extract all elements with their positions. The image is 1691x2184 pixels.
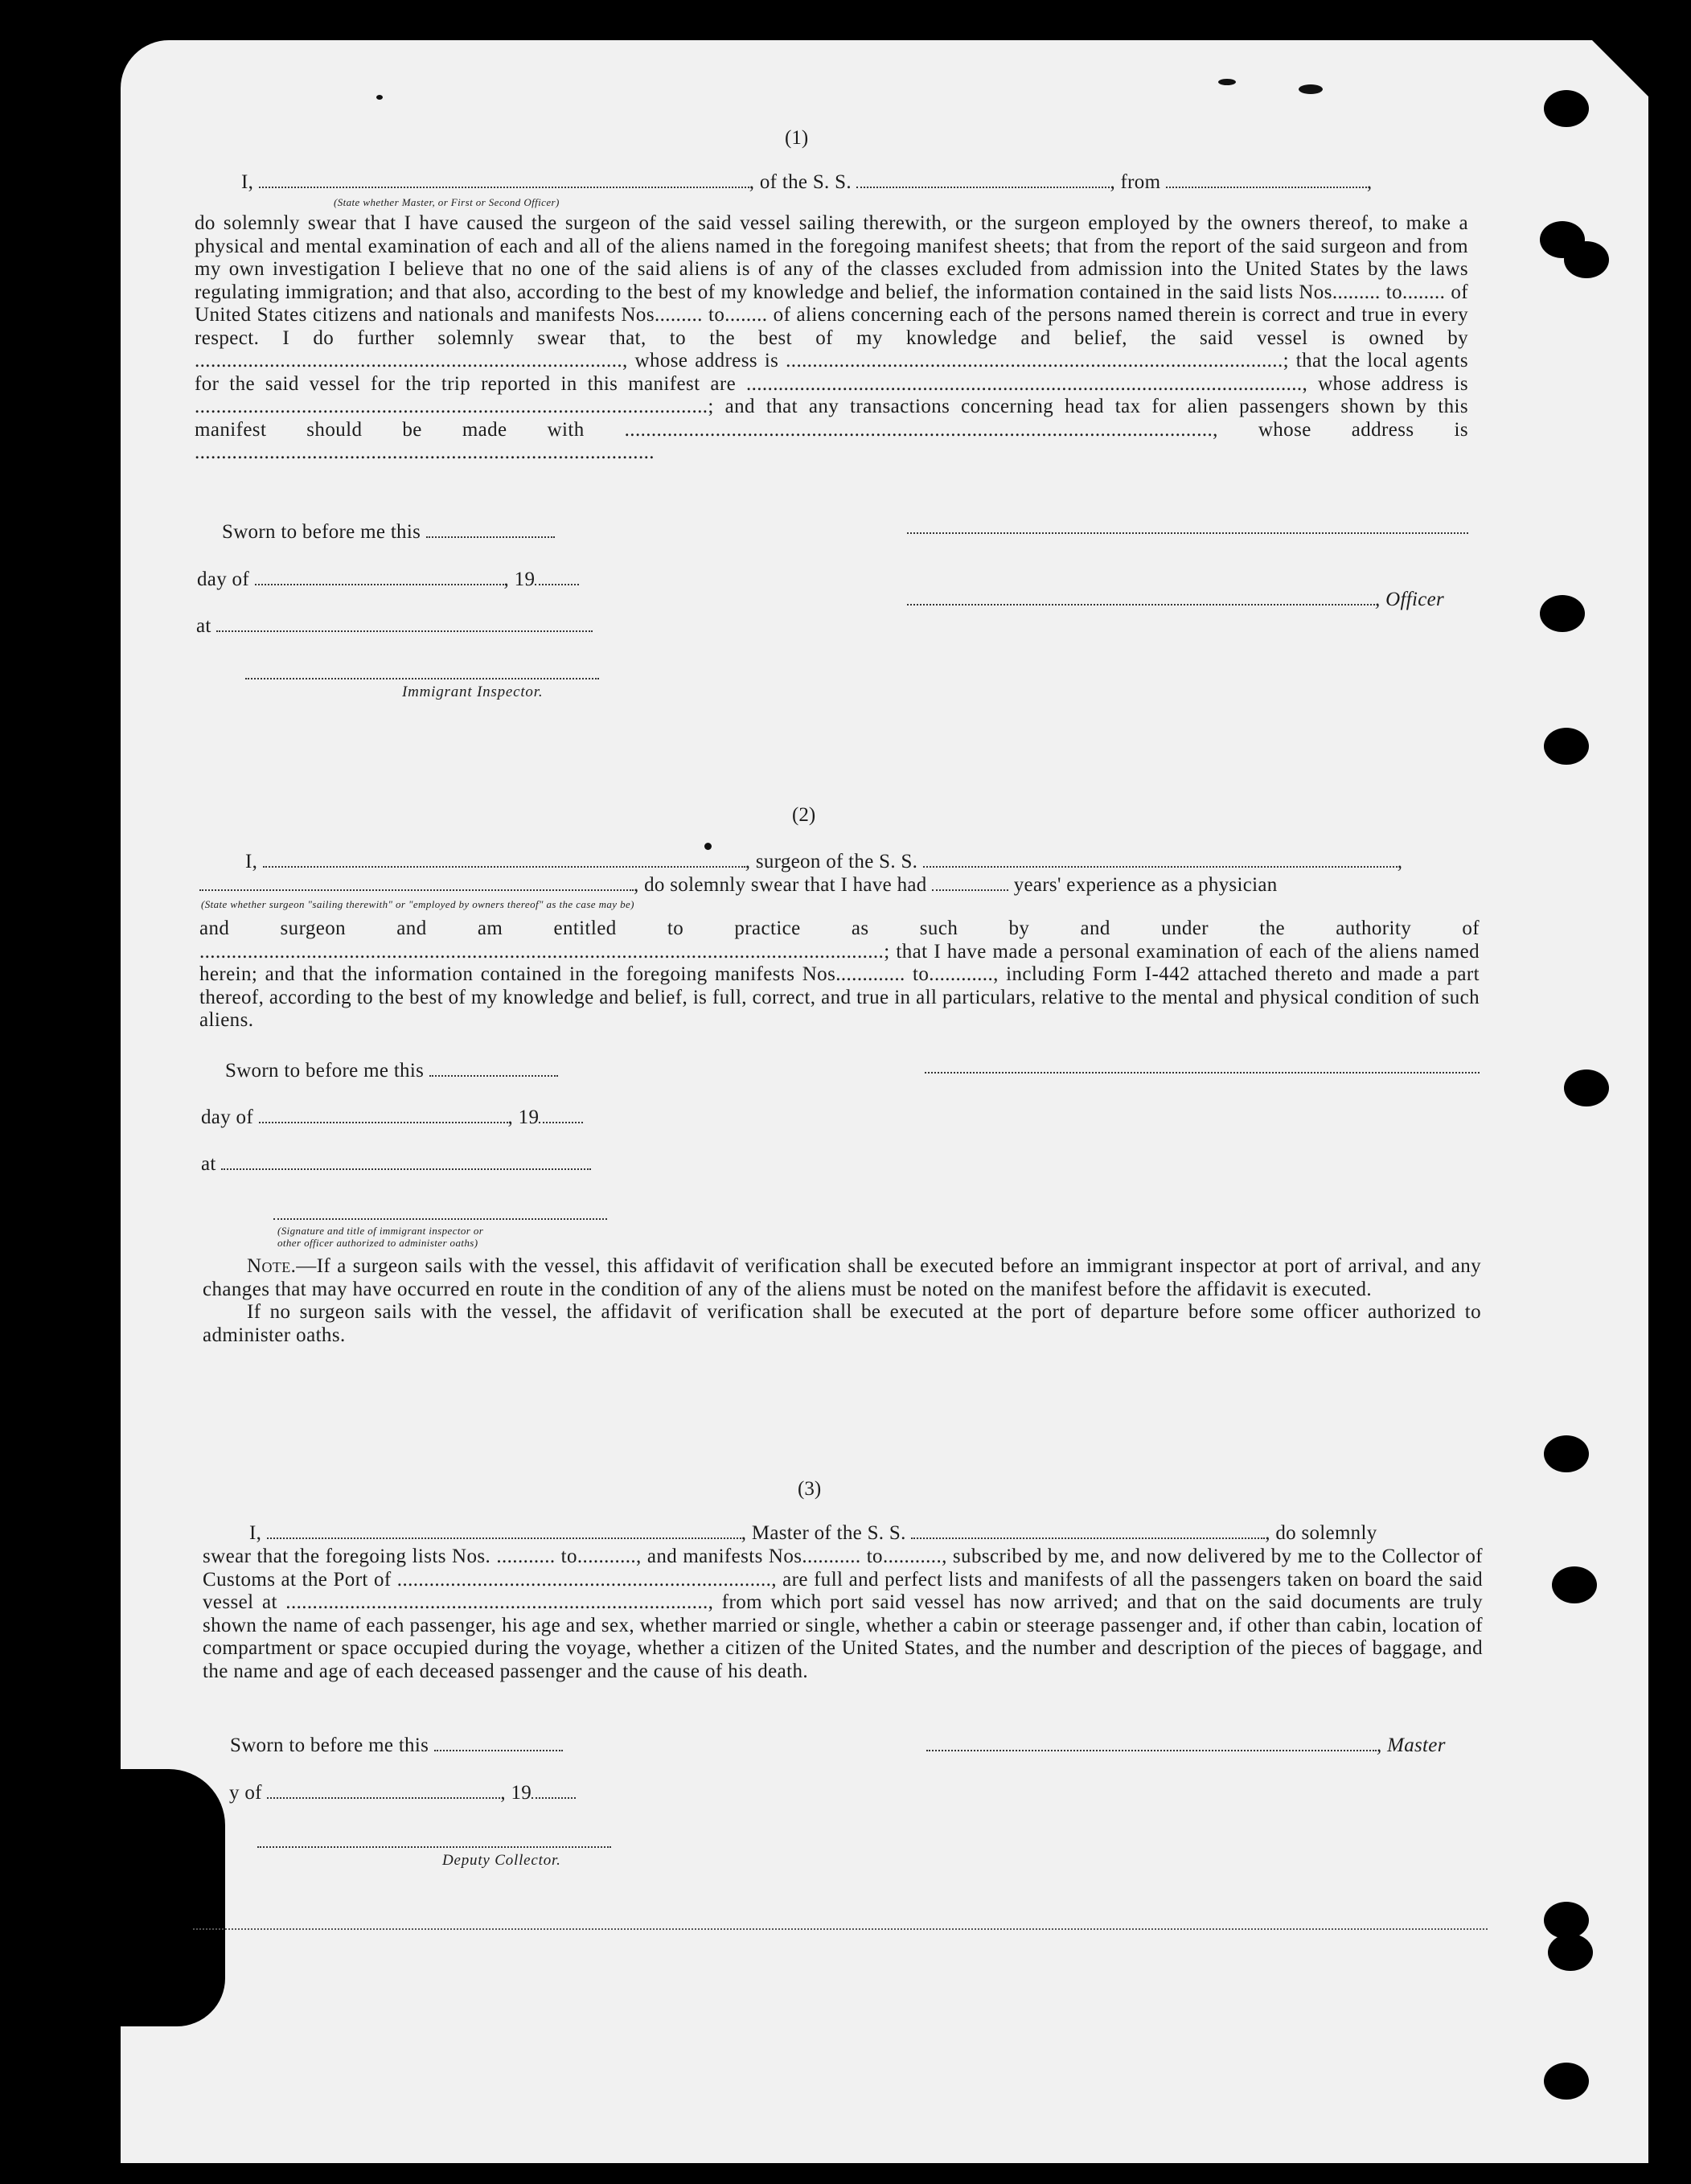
punch-hole-icon [1564,1069,1609,1106]
sworn-date-field[interactable] [429,1075,558,1077]
deputy-line[interactable] [257,1846,611,1848]
rank-caption: (State whether Master, or First or Second Officer) [334,196,560,208]
section-1-number: (1) [785,127,809,149]
vessel-name-field[interactable] [923,866,1398,868]
surgeon-of-label: , surgeon of the S. S. [745,851,918,872]
sworn-line-2 [225,1060,558,1082]
inspector-label: Immigrant Inspector. [402,684,544,700]
punch-hole-icon [1552,1566,1597,1603]
place-field[interactable] [216,630,593,632]
sworn-label: Sworn to before me this [230,1734,429,1756]
from-label: , from [1110,171,1161,193]
master-signature-line [926,1734,1446,1757]
master-name-field[interactable] [267,1537,741,1539]
day-line-3 [229,1782,576,1804]
at-label: at [196,615,211,637]
year-field[interactable] [539,1122,583,1123]
day-field[interactable] [259,1122,508,1123]
page-corner-fold [1592,40,1648,96]
port-field[interactable] [1166,187,1367,188]
pronoun: I, [249,1522,262,1544]
day-of-label: y of [229,1782,262,1804]
signature-line-1[interactable] [907,532,1468,534]
day-field[interactable] [255,584,504,585]
ink-speck [1218,79,1236,85]
punch-hole-icon [1544,1902,1589,1939]
pronoun: I, [241,171,254,193]
section-3-text: swear that the foregoing lists Nos. ........... to..........., and manifests Nos........... to..........., subscribed by me, and now delivered by me to the Collector of Customs at the Port of ......................................................................, are full and perfect lists and manifests of all the passengers taken on board the said vessel at ..............................................................................., from which port said vessel has now arrived; and that on the said documents are truly shown the name of each passenger, his age and sex, whether married or single, whether a cabin or steerage passenger and, if other than cabin, location of compartment or space occupied during the voyage, whether a citizen of the United States, and the number and description of the pieces of baggage, and the name and age of each deceased passenger and the cause of his death. [203,1546,1483,1682]
section-2-line-2 [199,874,1278,897]
punch-hole-icon [1548,1934,1593,1971]
punch-hole-icon [1544,90,1589,127]
sworn-date-field[interactable] [434,1750,563,1751]
vessel-name-field[interactable] [911,1537,1265,1539]
sworn-date-field[interactable] [426,536,555,538]
note-block [203,1255,1481,1347]
inspector-signature-line[interactable] [273,1218,607,1220]
note-paragraph-2: If no surgeon sails with the vessel, the affidavit of verification shall be executed at the port of departure before some officer authorized to administer oaths. [203,1301,1481,1346]
ink-speck [1299,84,1323,94]
section-3-number: (3) [798,1478,822,1500]
master-signature-field[interactable] [926,1750,1377,1751]
punch-hole-icon [1544,728,1589,765]
punch-hole-icon [1544,1435,1589,1472]
section-3-opening [249,1522,1377,1545]
ink-speck [376,95,383,100]
day-field[interactable] [267,1797,500,1799]
section-1-body [195,212,1468,465]
sworn-line-1 [222,521,555,544]
day-of-label: day of [197,569,249,590]
deputy-label: Deputy Collector. [442,1852,561,1869]
note-paragraph-1 [203,1255,1481,1301]
signature-caption-2: other officer authorized to administer oaths) [277,1237,478,1249]
section-1-text: do solemnly swear that I have caused the surgeon of the said vessel sailing therewith, or the surgeon employed by the owners thereof, to make a physical and mental examination of each and all of the aliens named in the foregoing manifest sheets; that from the report of the said surgeon and from my own investigation I believe that no one of the said aliens is of any of the classes excluded from admission into the United States by the laws regulating immigration; and that also, according to the best of my knowledge and belief, the information contained in the said lists Nos......... to........ of United States citizens and nationals and manifests Nos......... to........ of aliens concerning each of the persons named therein is correct and true in every respect. I do further solemnly swear that, to the best of my knowledge and belief, the said vessel is owned by ................................................................................, whose address is .............................................................................................; that the local agents for the said vessel for the trip reported in this manifest are ........................................................................................................, whose address is ................................................................................................; and that any transactions concerning head tax for alien passengers shown by this manifest should be made with .............................................................................................................., whose address is ...................................................................................... [195,212,1468,463]
note-text-1: —If a surgeon sails with the vessel, this affidavit of verification shall be executed before an immigrant inspector at port of arrival, and any changes that may have occurred en route in the condition of any of the aliens must be noted on the manifest before the affidavit is executed. [203,1255,1481,1300]
comma: , [1366,171,1373,193]
vessel-name-field[interactable] [856,187,1110,188]
swear-label: , do solemnly swear that I have had [634,874,927,896]
signature-line-2[interactable] [925,1072,1480,1074]
punch-hole-icon [1540,595,1585,632]
officer-line [907,589,1444,611]
section-2-body [199,918,1480,1032]
punch-hole-icon [1564,241,1609,278]
swear-label: , do solemnly [1265,1522,1377,1544]
comma: , [1397,851,1403,872]
at-line-1 [196,615,593,638]
ink-speck [704,843,712,850]
sworn-line-3 [230,1734,563,1757]
torn-corner [121,1769,225,2026]
year-label: , 19 [500,1782,532,1804]
section-2-number: (2) [792,804,816,826]
year-label: , 19 [503,569,536,590]
year-field[interactable] [535,584,579,585]
sworn-label: Sworn to before me this [222,521,421,543]
years-label: years' experience as a physician [1013,874,1278,896]
officer-field[interactable] [907,604,1375,606]
at-label: at [201,1153,216,1175]
pronoun: I, [245,851,258,872]
section-2-text: and surgeon and am entitled to practice as such by and under the authority of ................................................................................................................................; that I have made a personal examination of each of the aliens named herein; and that the information contained in the foregoing manifests Nos............. to............, including Form I-442 attached thereto and made a part thereof, according to the best of my knowledge and belief, is full, correct, and true in all particulars, relative to the mental and physical condition of such aliens. [199,918,1480,1031]
year-label: , 19 [507,1106,540,1128]
at-line-2 [201,1153,591,1176]
years-field[interactable] [932,889,1008,891]
day-line-1 [197,569,579,591]
punch-hole-icon [1544,2063,1589,2100]
inspector-line[interactable] [245,678,599,679]
surgeon-status-field[interactable] [199,889,634,891]
signature-caption-1: (Signature and title of immigrant inspector or [277,1225,484,1237]
section-3-body [203,1546,1483,1683]
place-field[interactable] [221,1168,591,1170]
section-2-opening [245,851,1402,873]
surgeon-name-field[interactable] [263,866,745,868]
sworn-label: Sworn to before me this [225,1060,425,1082]
master-label: , Master [1377,1734,1446,1756]
year-field[interactable] [532,1797,576,1799]
surgeon-caption: (State whether surgeon "sailing therewith" or "employed by owners thereof" as the case may be) [201,898,634,910]
rank-field[interactable] [259,187,749,188]
note-label: Note. [247,1255,297,1277]
bottom-rule [193,1928,1488,1930]
day-of-label: day of [201,1106,253,1128]
officer-label: , Officer [1375,589,1445,610]
of-ss-label: , of the S. S. [749,171,852,193]
section-1-opening [241,171,1372,194]
master-of-label: , Master of the S. S. [741,1522,906,1544]
day-line-2 [201,1106,583,1129]
